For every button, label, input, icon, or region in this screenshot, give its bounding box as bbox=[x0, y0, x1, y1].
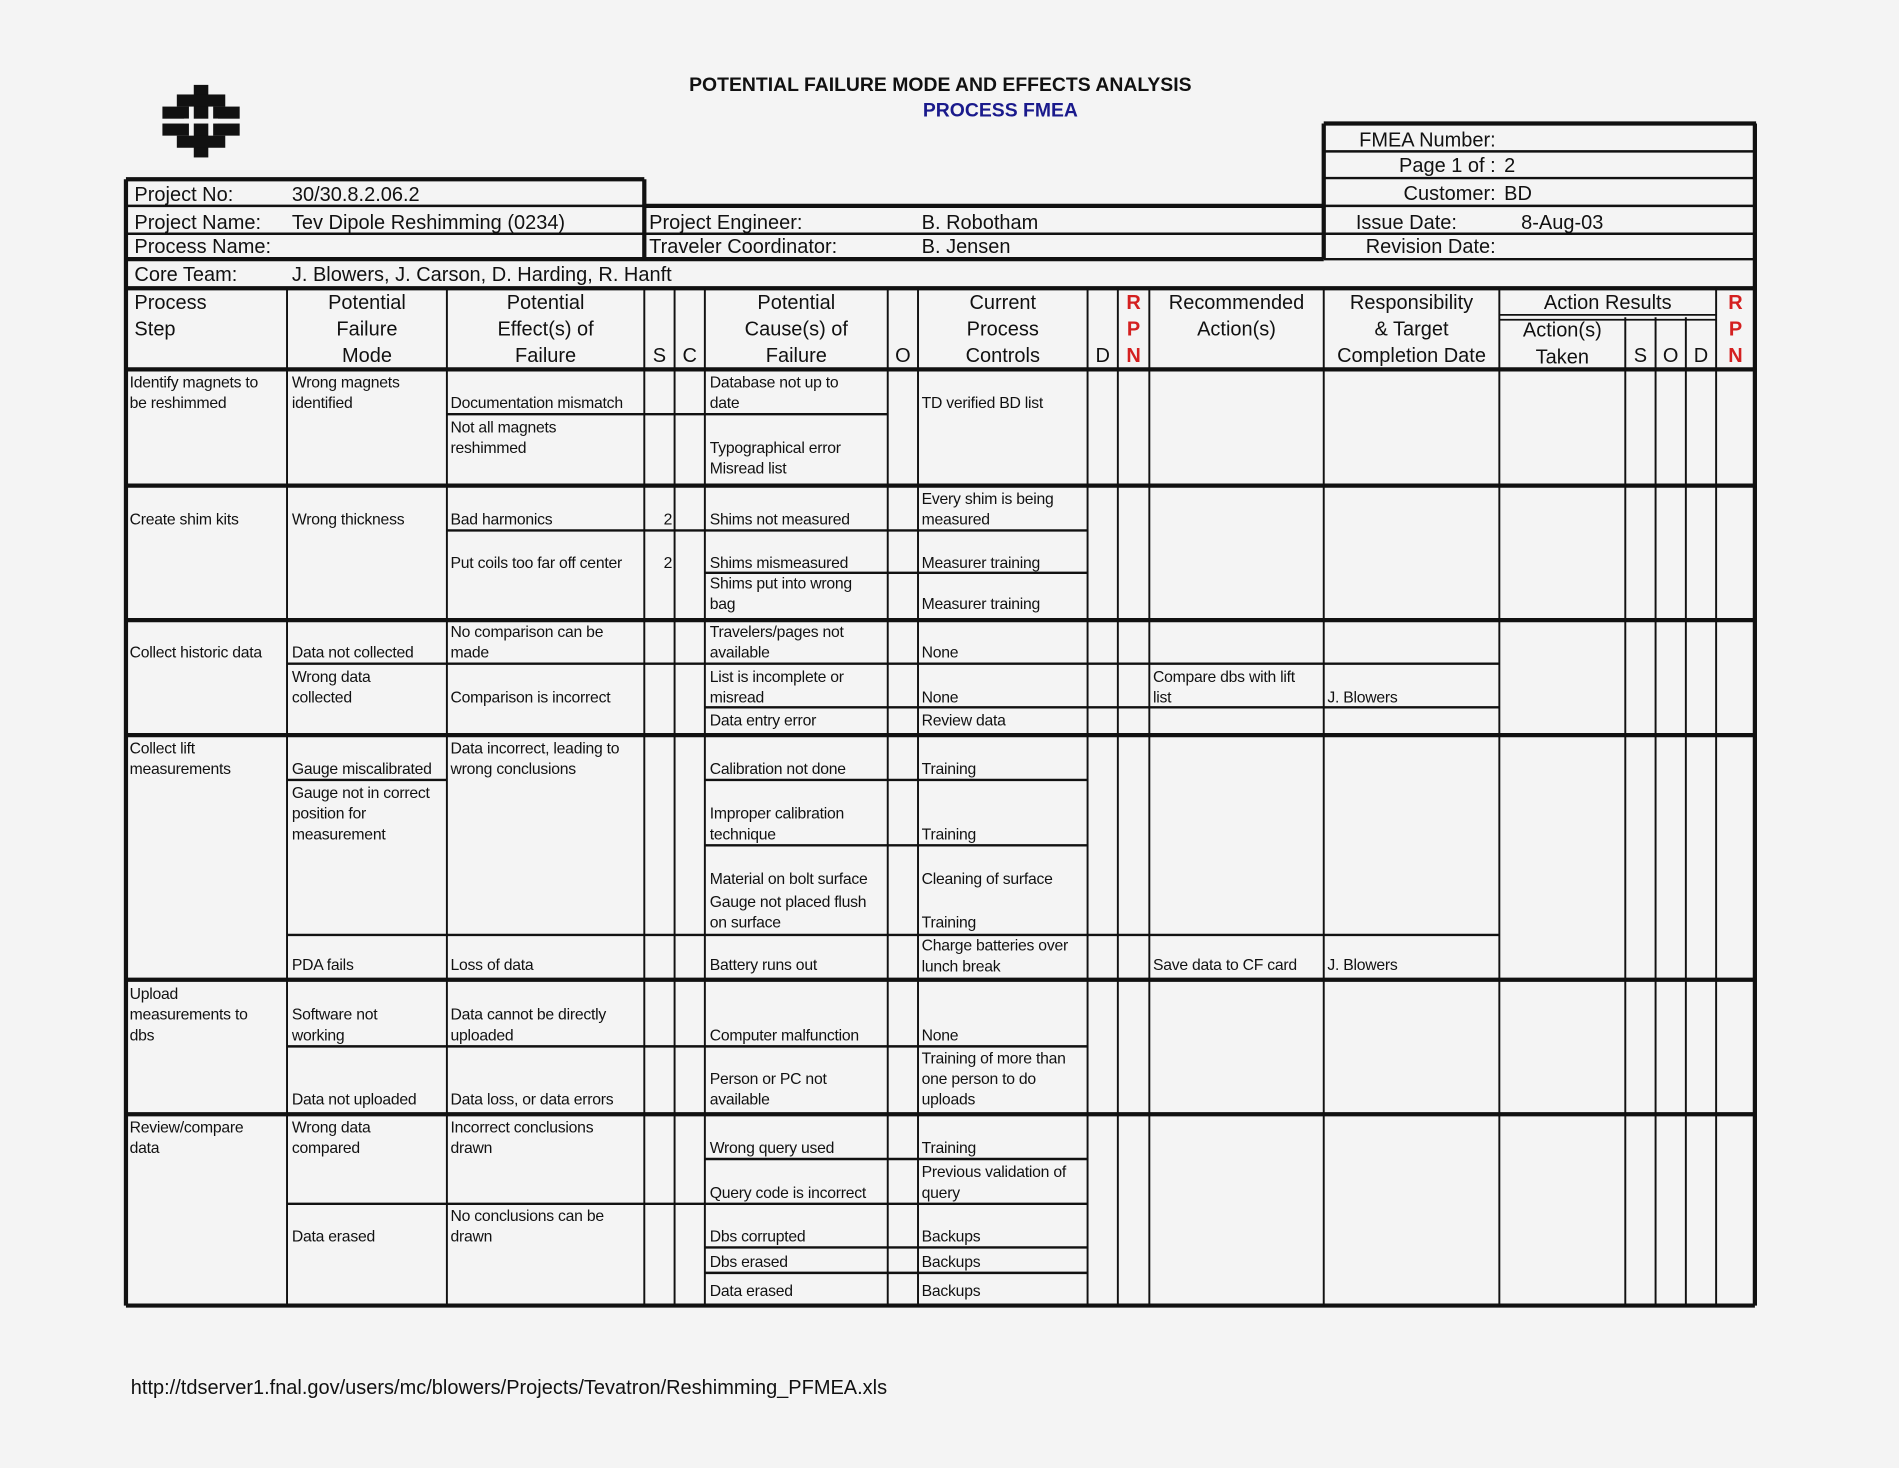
cause-cell: Dbs corrupted bbox=[709, 1226, 806, 1246]
customer-value: BD bbox=[1504, 182, 1532, 205]
control-cell: Training bbox=[921, 1138, 977, 1157]
cause-cell: Query code is incorrect bbox=[709, 1183, 867, 1202]
cause-cell: Data entry error bbox=[709, 710, 817, 730]
control-cell: Backups bbox=[921, 1281, 981, 1300]
effect-cell: Incorrect conclusions drawn bbox=[450, 1117, 594, 1157]
severity-value: 2 bbox=[663, 509, 673, 529]
cause-cell: Data erased bbox=[709, 1281, 793, 1300]
effect-cell: Data incorrect, leading to wrong conclusions bbox=[450, 738, 620, 778]
mode-cell: Wrong thickness bbox=[291, 509, 405, 529]
cause-cell: Material on bolt surface bbox=[709, 869, 868, 888]
col-failure-mode: Potential Failure Mode bbox=[328, 291, 406, 367]
control-cell: Training bbox=[921, 824, 977, 843]
effect-cell: Loss of data bbox=[450, 955, 534, 974]
col-severity: S bbox=[652, 345, 667, 367]
control-cell: Previous validation of query bbox=[921, 1162, 1066, 1202]
col-responsibility: Responsibility & Target Completion Date bbox=[1337, 291, 1486, 367]
col-rpn: R P N bbox=[1126, 291, 1141, 367]
cause-cell: Gauge not placed flush on surface bbox=[709, 892, 867, 932]
control-cell: Training of more than one person to do uploads bbox=[921, 1048, 1066, 1109]
effect-cell: Comparison is incorrect bbox=[450, 687, 611, 707]
page-label: Page 1 of : bbox=[1399, 155, 1496, 177]
col-ar-rpn: R P N bbox=[1728, 291, 1743, 367]
control-cell: Measurer training bbox=[921, 594, 1041, 613]
effect-cell: Data loss, or data errors bbox=[450, 1089, 614, 1109]
effect-cell: Put coils too far off center bbox=[450, 553, 622, 572]
cause-cell: Improper calibration technique bbox=[709, 804, 845, 843]
project-engineer-label: Project Engineer: bbox=[649, 211, 803, 234]
mode-cell: Data not uploaded bbox=[291, 1089, 417, 1109]
cause-cell: Battery runs out bbox=[709, 955, 817, 974]
process-step: Upload measurements to dbs bbox=[129, 984, 248, 1044]
fermilab-logo bbox=[162, 85, 240, 158]
control-cell: Training bbox=[921, 913, 977, 932]
control-cell: TD verified BD list bbox=[921, 393, 1044, 412]
effect-cell: Bad harmonics bbox=[450, 509, 553, 529]
cause-cell: Shims mismeasured bbox=[709, 553, 849, 572]
project-no-label: Project No: bbox=[134, 184, 234, 206]
document-subtitle: PROCESS FMEA bbox=[922, 100, 1078, 122]
cause-cell: List is incomplete or misread bbox=[709, 667, 844, 707]
col-ar-severity: S bbox=[1633, 345, 1648, 367]
responsibility-cell: J. Blowers bbox=[1327, 687, 1398, 707]
mode-cell: Gauge not in correct position for measurement bbox=[291, 783, 430, 843]
control-cell: None bbox=[921, 687, 959, 707]
core-team-value: J. Blowers, J. Carson, D. Harding, R. Hanft bbox=[291, 264, 672, 286]
effect-cell: Documentation mismatch bbox=[450, 393, 623, 412]
cause-cell: Travelers/pages not available bbox=[709, 622, 844, 662]
mode-cell: Wrong data compared bbox=[291, 1117, 371, 1157]
footer-url: http://tdserver1.fnal.gov/users/mc/blowers/Projects/Tevatron/Reshimming_PFMEA.xls bbox=[130, 1377, 888, 1399]
mode-cell: Wrong magnets identified bbox=[291, 373, 400, 412]
mode-cell: Software not working bbox=[291, 1005, 378, 1044]
effect-cell: No comparison can be made bbox=[450, 622, 604, 662]
control-cell: Measurer training bbox=[921, 553, 1041, 572]
process-step: Collect lift measurements bbox=[129, 738, 231, 778]
cause-cell: Shims put into wrong bag bbox=[709, 574, 852, 613]
col-actions-taken: Action(s) Taken bbox=[1522, 319, 1602, 369]
severity-value: 2 bbox=[663, 553, 673, 572]
col-causes: Potential Cause(s) of Failure bbox=[744, 291, 848, 367]
process-step: Identify magnets to be reshimmed bbox=[129, 373, 259, 412]
mode-cell: Gauge miscalibrated bbox=[291, 759, 432, 778]
col-occurrence: O bbox=[895, 345, 911, 367]
issue-date-label: Issue Date: bbox=[1355, 211, 1457, 234]
col-action-results: Action Results bbox=[1543, 291, 1672, 314]
cause-cell: Shims not measured bbox=[709, 509, 850, 529]
control-cell: Review data bbox=[921, 710, 1006, 730]
mode-cell: Data not collected bbox=[291, 643, 414, 662]
responsibility-cell: J. Blowers bbox=[1327, 955, 1398, 974]
project-engineer-value: B. Robotham bbox=[921, 211, 1039, 234]
effect-cell: Not all magnets reshimmed bbox=[450, 417, 557, 457]
col-ar-detection: D bbox=[1693, 345, 1709, 367]
page-total: 2 bbox=[1504, 155, 1516, 177]
cause-cell: Computer malfunction bbox=[709, 1025, 859, 1044]
project-name-label: Project Name: bbox=[134, 211, 262, 234]
control-cell: Backups bbox=[921, 1252, 981, 1271]
cause-cell: Typographical error Misread list bbox=[709, 438, 841, 478]
mode-cell: Wrong data collected bbox=[291, 667, 371, 707]
revision-date-label: Revision Date: bbox=[1365, 236, 1496, 258]
traveler-coordinator-label: Traveler Coordinator: bbox=[649, 236, 838, 258]
cause-cell: Calibration not done bbox=[709, 759, 846, 778]
document-title: POTENTIAL FAILURE MODE AND EFFECTS ANALYSIS bbox=[689, 75, 1192, 96]
recommended-cell: Save data to CF card bbox=[1152, 955, 1297, 974]
col-process-step: Process Step bbox=[134, 291, 207, 341]
process-step: Collect historic data bbox=[129, 643, 262, 662]
process-step: Review/compare data bbox=[129, 1117, 244, 1157]
cause-cell: Dbs erased bbox=[709, 1252, 788, 1271]
control-cell: None bbox=[921, 643, 959, 662]
recommended-cell: Compare dbs with lift list bbox=[1152, 667, 1295, 707]
project-no-value: 30/30.8.2.06.2 bbox=[291, 184, 420, 206]
col-ar-occurrence: O bbox=[1662, 345, 1679, 367]
col-controls: Current Process Controls bbox=[965, 291, 1040, 367]
customer-label: Customer: bbox=[1403, 182, 1496, 205]
effect-cell: No conclusions can be drawn bbox=[450, 1206, 604, 1246]
core-team-label: Core Team: bbox=[134, 264, 238, 286]
issue-date-value: 8-Aug-03 bbox=[1521, 211, 1604, 234]
control-cell: Backups bbox=[921, 1226, 981, 1246]
cause-cell: Database not up to date bbox=[709, 373, 839, 412]
col-class: C bbox=[682, 345, 697, 367]
fmea-number-label: FMEA Number: bbox=[1359, 129, 1496, 152]
process-step: Create shim kits bbox=[129, 509, 239, 529]
mode-cell: Data erased bbox=[291, 1226, 375, 1246]
col-effects: Potential Effect(s) of Failure bbox=[497, 291, 594, 367]
traveler-coordinator-value: B. Jensen bbox=[921, 236, 1011, 258]
project-name-value: Tev Dipole Reshimming (0234) bbox=[291, 211, 566, 234]
control-cell: Cleaning of surface bbox=[921, 869, 1053, 888]
control-cell: Charge batteries over lunch break bbox=[921, 936, 1068, 975]
cause-cell: Wrong query used bbox=[709, 1138, 835, 1157]
control-cell: None bbox=[921, 1025, 959, 1044]
control-cell: Every shim is being measured bbox=[921, 489, 1054, 529]
effect-cell: Data cannot be directly uploaded bbox=[450, 1005, 607, 1044]
control-cell: Training bbox=[921, 759, 977, 778]
col-recommended: Recommended Action(s) bbox=[1168, 291, 1305, 341]
mode-cell: PDA fails bbox=[291, 955, 354, 974]
col-detection: D bbox=[1095, 345, 1110, 367]
cause-cell: Person or PC not available bbox=[709, 1069, 827, 1109]
process-name-label: Process Name: bbox=[134, 236, 272, 258]
